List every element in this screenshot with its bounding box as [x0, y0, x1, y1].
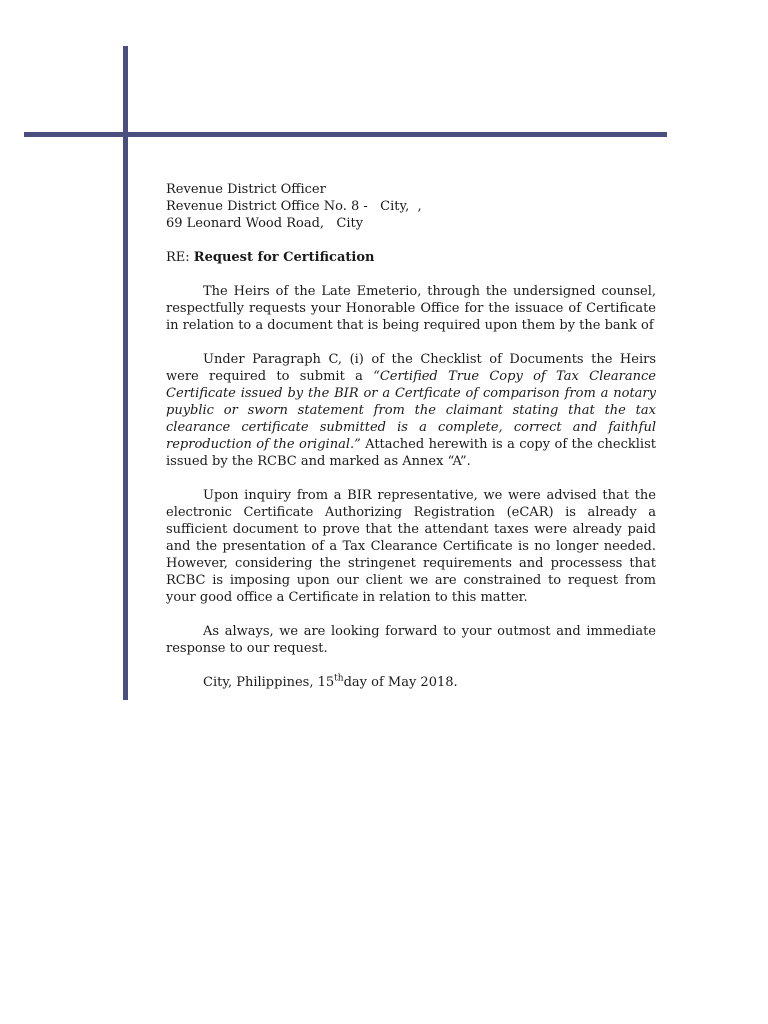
vertical-rule	[123, 46, 128, 700]
paragraph-2-quote: “Certified True Copy of Tax Clearance Certificate issued by the BIR or a Certficate of comparison from a notary puyblic or sworn statement from the claimant stating that the tax clearance certificate submitted is a complete, correct and faithful reproduction of the original.”	[166, 369, 656, 452]
date-ordinal: th	[334, 673, 344, 684]
address-line-2: Revenue District Office No. 8 - City, ,	[166, 199, 422, 214]
address-block	[166, 181, 656, 232]
paragraph-2-start: Under Paragraph C, (i) of the Checklist of Documents the Heirs were required to submit a	[166, 352, 656, 384]
re-line	[166, 249, 656, 266]
horizontal-rule	[24, 132, 667, 137]
re-prefix: RE:	[166, 250, 194, 265]
date-line-end: day of May 2018.	[343, 675, 458, 690]
paragraph-1: The Heirs of the Late Emeterio, through the undersigned counsel, respectfully requests your Honorable Office for the issuace of Certificate in relation to a document that is being required upon them by the bank of	[166, 284, 656, 333]
paragraph-2	[166, 351, 656, 470]
paragraph-2-end: Attached herewith is a copy of the checklist issued by the RCBC and marked as Annex “A”.	[166, 437, 656, 469]
address-line-1: Revenue District Officer	[166, 182, 326, 197]
letter-body	[166, 181, 656, 691]
paragraph-4: As always, we are looking forward to your outmost and immediate response to our request.	[166, 624, 656, 656]
date-line	[166, 674, 656, 691]
paragraph-3: Upon inquiry from a BIR representative, we were advised that the electronic Certificate Authorizing Registration (eCAR) is already a sufficient document to prove that the attendant taxes were already paid and the presentation of a Tax Clearance Certificate is no longer needed. However, considering the stringenet requirements and processess that RCBC is imposing upon our client we are constrained to request from your good office a Certificate in relation to this matter.	[166, 488, 656, 605]
address-line-3: 69 Leonard Wood Road, City	[166, 216, 364, 231]
date-line-start: City, Philippines, 15	[203, 675, 335, 690]
re-subject: Request for Certification	[193, 250, 375, 265]
